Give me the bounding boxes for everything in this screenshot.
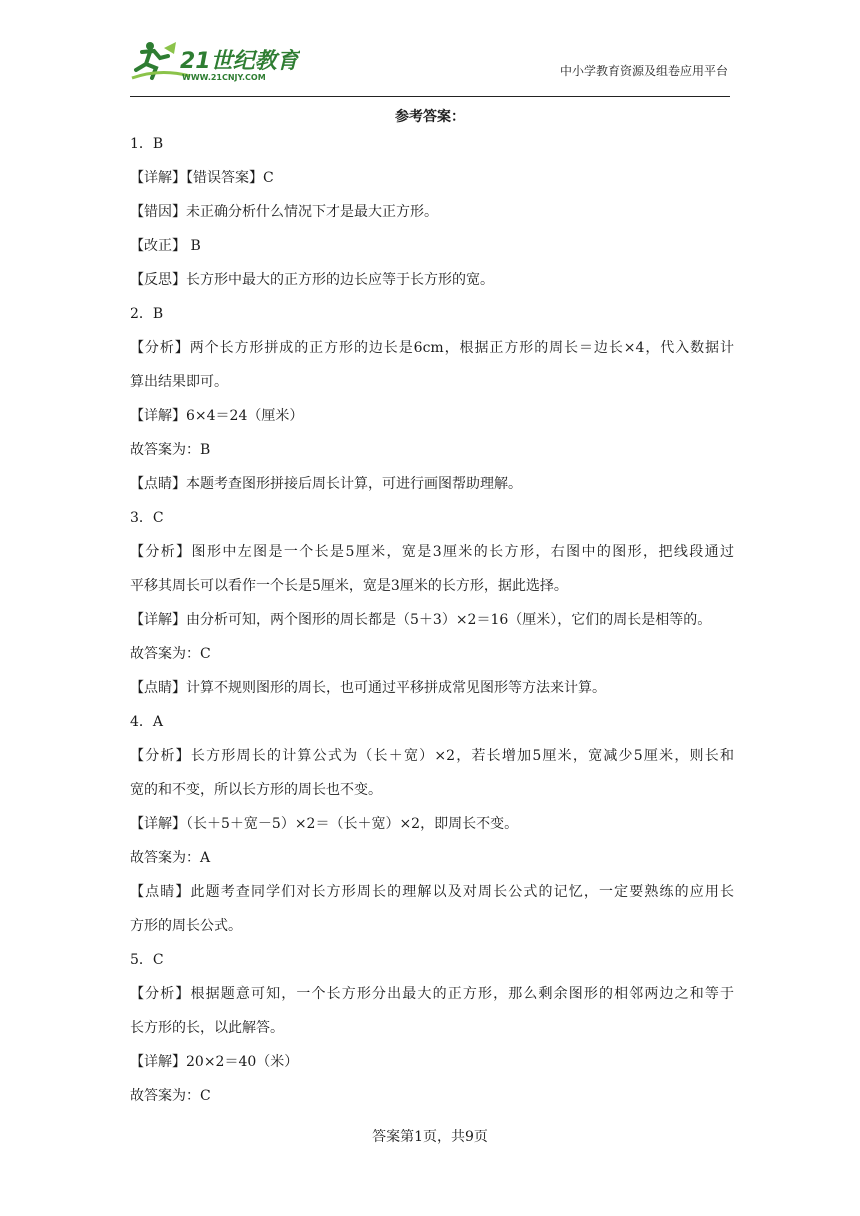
logo-21cnjy	[130, 38, 300, 84]
answer-line: 故答案为：A	[130, 850, 211, 866]
svg-text:WWW.21CNJY.COM: WWW.21CNJY.COM	[182, 73, 266, 82]
answer-line: 【详解】（长＋5＋宽－5）×2＝（长＋宽）×2，即周长不变。	[130, 816, 519, 832]
answer-line: 【详解】6×4＝24（厘米）	[130, 408, 304, 424]
answer-paragraph: 【点睛】此题考查同学们对长方形周长的理解以及对周长公式的记忆，一定要熟练的应用长 方形的周长公式。	[130, 884, 734, 934]
answer-line: 故答案为：C	[130, 646, 211, 662]
answer-line: 1．B	[130, 136, 164, 152]
answer-line: 3．C	[130, 510, 164, 526]
answer-line: 4．A	[130, 714, 164, 730]
answer-paragraph: 【分析】两个长方形拼成的正方形的边长是6cm，根据正方形的周长＝边长×4，代入数据计 算出结果即可。	[130, 340, 734, 390]
answer-paragraph: 【分析】图形中左图是一个长是5厘米，宽是3厘米的长方形，右图中的图形，把线段通过 平移其周长可以看作一个长是5厘米，宽是3厘米的长方形，据此选择。	[130, 544, 734, 594]
answer-content	[130, 134, 734, 1120]
answer-line: 【点睛】计算不规则图形的周长，也可通过平移拼成常见图形等方法来计算。	[130, 680, 606, 696]
answer-line: 【改正】 B	[130, 238, 201, 254]
page-header	[130, 34, 730, 97]
answer-line: 【详解】20×2＝40（米）	[130, 1054, 299, 1070]
platform-name: 中小学教育资源及组卷应用平台	[559, 64, 728, 78]
answer-line: 故答案为：C	[130, 1088, 211, 1104]
answer-line: 5．C	[130, 952, 164, 968]
answer-line: 【详解】由分析可知，两个图形的周长都是（5＋3）×2＝16（厘米），它们的周长是相等的。	[130, 612, 712, 628]
answer-line: 【点睛】本题考查图形拼接后周长计算，可进行画图帮助理解。	[130, 476, 522, 492]
svg-text:21世纪教育: 21世纪教育	[180, 49, 299, 74]
answer-line: 2．B	[130, 306, 164, 322]
answer-line: 【详解】【错误答案】C	[130, 170, 274, 186]
answer-line: 故答案为：B	[130, 442, 211, 458]
answer-line: 【反思】长方形中最大的正方形的边长应等于长方形的宽。	[130, 272, 494, 288]
answer-title: 参考答案：	[395, 109, 465, 125]
answer-paragraph: 【分析】长方形周长的计算公式为（长＋宽）×2，若长增加5厘米，宽减少5厘米，则长和 宽的和不变，所以长方形的周长也不变。	[130, 748, 734, 798]
answer-paragraph: 【分析】根据题意可知，一个长方形分出最大的正方形，那么剩余图形的相邻两边之和等于 长方形的长，以此解答。	[130, 986, 734, 1036]
answer-line: 【错因】未正确分析什么情况下才是最大正方形。	[130, 204, 438, 220]
page-footer: 答案第1页，共9页	[372, 1129, 488, 1145]
